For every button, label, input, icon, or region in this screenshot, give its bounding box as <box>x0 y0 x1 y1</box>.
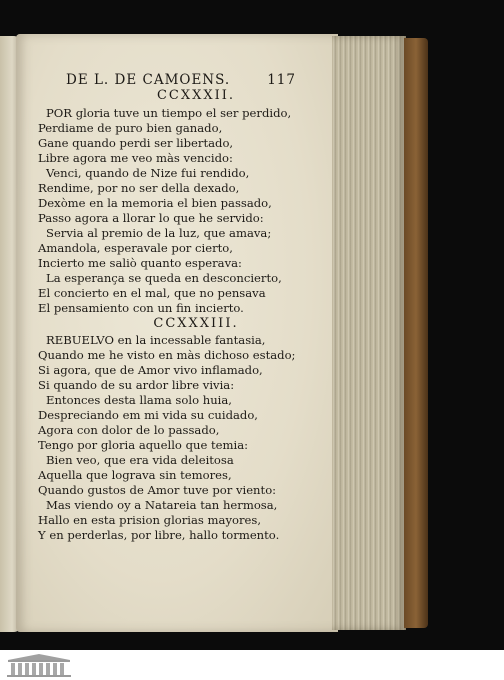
running-title: DE L. DE CAMOENS. <box>66 72 231 88</box>
sonnet-2-line: Despreciando em mi vida su cuidado, <box>38 408 258 422</box>
library-building-icon <box>4 652 74 678</box>
sonnet-2-line: Y en perderlas, por libre, hallo tormento. <box>38 528 280 542</box>
sonnet-1-line: Passo agora a llorar lo que he servido: <box>38 211 264 225</box>
sonnet-1-line: Gane quando perdi ser libertado, <box>38 136 234 150</box>
sonnet-2-number: CCXXXIII. <box>153 316 239 331</box>
sonnet-1-line: Libre agora me veo màs vencido: <box>38 151 233 165</box>
sonnet-1-line: Incierto me saliò quanto esperava: <box>38 256 242 270</box>
sonnet-1-line: Amandola, esperavale por cierto, <box>38 241 233 255</box>
sonnet-1-line: Rendime, por no ser della dexado, <box>38 181 240 195</box>
sonnet-1-line: El pensamiento con un fin incierto. <box>38 301 244 315</box>
sonnet-2-line: Entonces desta llama solo huia, <box>46 393 232 407</box>
sonnet-2-line: Tengo por gloria aquello que temia: <box>38 438 249 452</box>
running-header <box>66 72 296 88</box>
sonnet-2-line: Bien veo, que era vida deleitosa <box>46 453 234 467</box>
sonnet-1-line: Servia al premio de la luz, que amava; <box>46 226 272 240</box>
viewer-footer <box>0 650 504 680</box>
page-number: 117 <box>267 72 296 88</box>
sonnet-2-line: Quando gustos de Amor tuve por viento: <box>38 483 277 497</box>
sonnet-2-line: Aquella que lograva sin temores, <box>38 468 232 482</box>
sonnet-1-line: Dexòme en la memoria el bien passado, <box>38 196 272 210</box>
sonnet-2-line: REBUELVO en la incessable fantasia, <box>46 333 266 347</box>
sonnet-2-line: Si quando de su ardor libre vivia: <box>38 378 235 392</box>
sonnet-1-line: Venci, quando de Nize fui rendido, <box>46 166 250 180</box>
sonnet-2-line: Agora con dolor de lo passado, <box>38 423 220 437</box>
sonnet-1-number: CCXXXII. <box>156 88 236 103</box>
sonnet-2-line: Si agora, que de Amor vivo inflamado, <box>38 363 263 377</box>
sonnet-1-line: POR gloria tuve un tiempo el ser perdido, <box>46 106 292 120</box>
sonnet-2-line: Mas viendo oy a Natareia tan hermosa, <box>46 498 278 512</box>
sonnet-2-line: Hallo en esta prision glorias mayores, <box>38 513 262 527</box>
sonnet-2-line: Quando me he visto en màs dichoso estado; <box>38 348 296 362</box>
sonnet-1-line: Perdiame de puro bien ganado, <box>38 121 223 135</box>
sonnet-1-line: La esperança se queda en desconcierto, <box>46 271 282 285</box>
sonnet-1-line: El concierto en el mal, que no pensava <box>38 286 266 300</box>
